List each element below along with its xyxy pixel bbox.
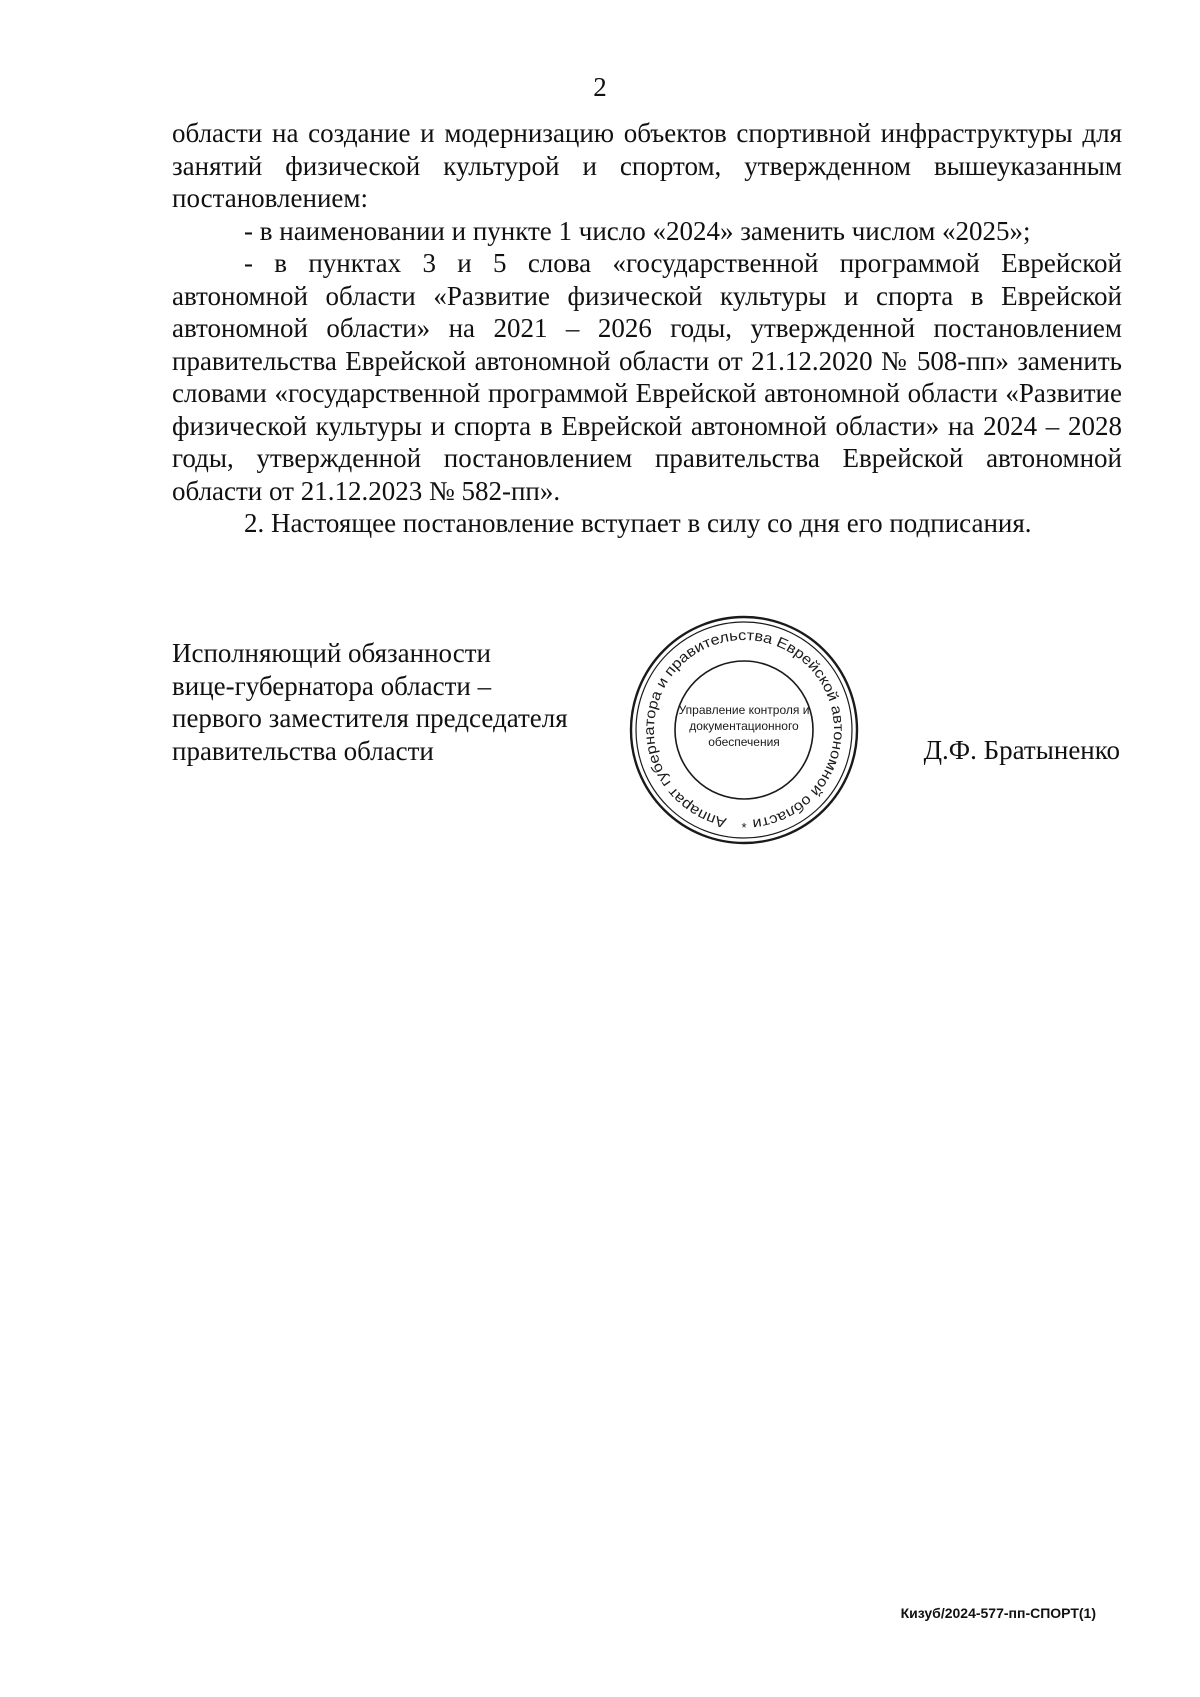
signatory-position-line: вице-губернатора области – xyxy=(172,670,492,701)
signatory-name: Д.Ф. Братыненко xyxy=(923,735,1120,765)
body-paragraph-item-2: 2. Настоящее постановление вступает в силу со дня его подписания. xyxy=(244,508,1032,538)
signatory-position-line: Исполняющий обязанности xyxy=(172,638,491,668)
seal-star: * xyxy=(741,820,747,835)
body-paragraph-item-b: - в пунктах 3 и 5 слова «государственной программой Еврейской автономной области «Развитие физической культуры и спорта в Еврейской автономной области» на 2021 – 2026 годы, утвержденной постановлением правительства Еврейской автономной области от 21.12.2020 № 508-пп» заменить словами «государственной программой Еврейской автономной области «Развитие физической культуры и спорта в Еврейской автономной области» на 2024 – 2028 годы, утвержденной постановлением правительства Еврейской автономной области от 21.12.2023 № 582-пп». xyxy=(172,248,1122,506)
page-number: 2 xyxy=(593,72,607,102)
seal-graphic xyxy=(624,610,864,850)
seal-inner-line: документационного xyxy=(689,719,799,733)
signatory-position-line: правительства области xyxy=(172,735,434,766)
seal-outer-ring-text: Аппарат губернатора и правительства Еврейской автономной области xyxy=(641,627,847,832)
official-seal-stamp xyxy=(624,610,864,850)
body-paragraph-intro: области на создание и модернизацию объектов спортивной инфраструктуры для занятий физической культурой и спортом, утвержденном вышеуказанным постановлением: xyxy=(172,118,1122,213)
document-reference-code: Кизуб/2024-577-пп-СПОРТ(1) xyxy=(900,1605,1096,1621)
signatory-position-line: первого заместителя председателя xyxy=(172,703,568,733)
document-body xyxy=(172,117,1122,540)
seal-inner-line: обеспечения xyxy=(708,735,780,749)
signatory-position xyxy=(172,637,622,767)
seal-inner-line: Управление контроля и xyxy=(678,703,810,717)
body-paragraph-item-a: - в наименовании и пункте 1 число «2024» заменить числом «2025»; xyxy=(244,215,1031,246)
